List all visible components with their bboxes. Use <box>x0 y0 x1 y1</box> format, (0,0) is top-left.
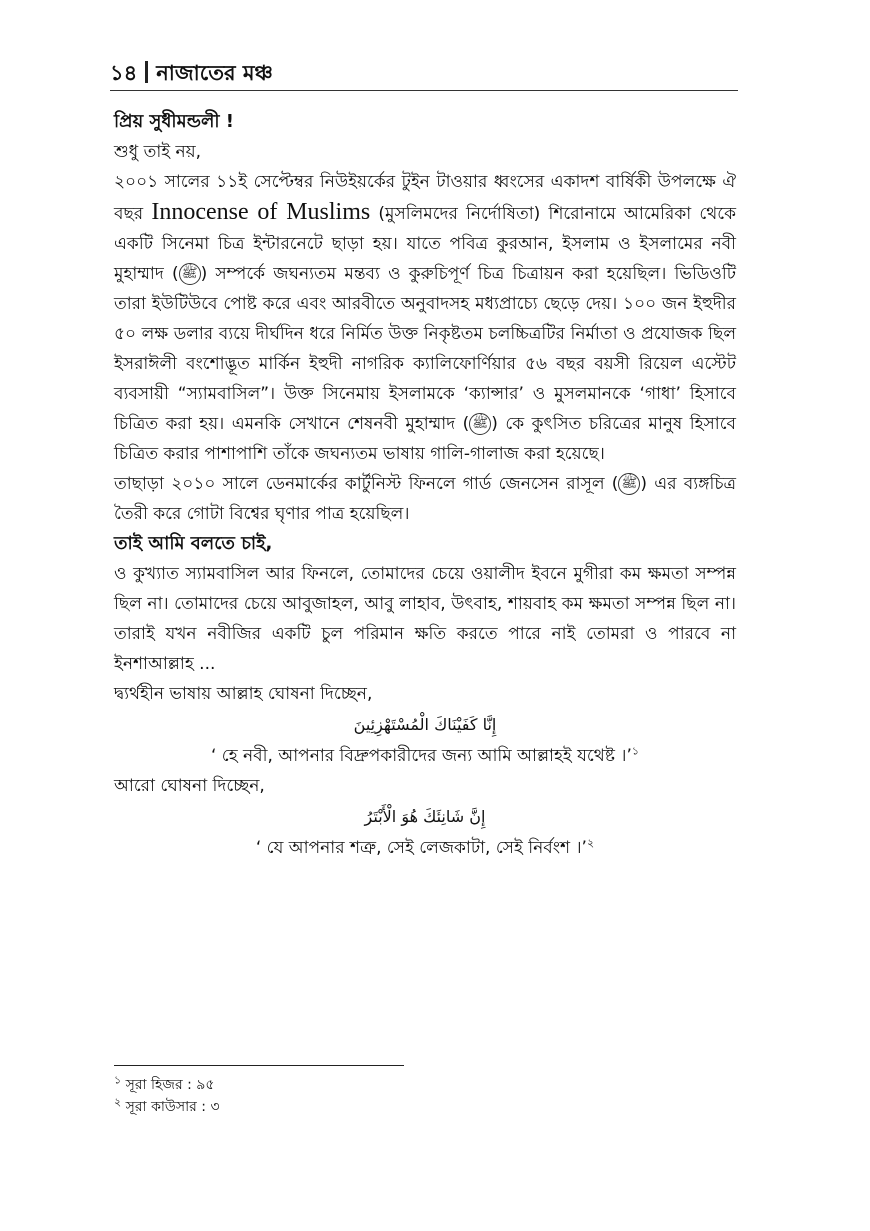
arabic-verse-1: إِنَّا كَفَيْنَاكَ الْمُسْتَهْزِئِينَ <box>353 715 497 734</box>
paragraph-declaration: দ্ব্যর্থহীন ভাষায় আল্লাহ ঘোষনা দিচ্ছেন, <box>114 684 373 704</box>
section-heading: তাই আমি বলতে চাই, <box>114 533 273 554</box>
film-text-4: কে কুৎসিত চরিত্রের মানুষ হিসাবে চিত্রিত করার পাশাপাশি তাঁকে জঘন্যতম ভাষায় গালি-গালাজ করা হয়েছে। <box>114 414 736 464</box>
paragraph-warning: ও কুখ্যাত স্যামবাসিল আর ফিনলে, তোমাদের চেয়ে ওয়ালীদ ইবনে মুগীরা কম ক্ষমতা সম্পন্ন ছিল না। তোমাদের চেয়ে আবুজাহল, আবু লাহাব, উৎবাহ, শায়বাহ কম ক্ষমতা সম্পন্ন ছিল না। তারাই যখন নবীজির একটি চুল পরিমান ক্ষতি করতে পারে নাই তোমরা ও পারবে না ইনশাআল্লাহ ... <box>114 564 736 674</box>
paragraph-film: ২০০১ সালের ১১ই সেপ্টেম্বর নিউইয়র্কের টুইন টাওয়ার ধ্বংসের একাদশ বার্ষিকী উপলক্ষে ঐ বছর Innocense of Muslims (মুসলিমদের নির্দোষিতা) শিরোনামে আমেরিকা থেকে একটি সিনেমা চিত্র ইন্টারনেটে ছাড়া হয়। যাতে পবিত্র কুরআন, ইসলাম ও ইসলামের নবী মুহাম্মাদ ( ﷺ ) সম্পর্কে জঘন্যতম মন্তব্য ও কুরুচিপূর্ণ চিত্র চিত্রায়ন করা হয়েছিল। ভিডিওটি তারা ইউটিউবে পোষ্ট করে এবং আরবীতে অনুবাদসহ মধ্যপ্রাচ্যে ছেড়ে দেয়। ১০০ জন ইহুদীর ৫০ লক্ষ ডলার ব্যয়ে দীর্ঘদিন ধরে নির্মিত উক্ত নিকৃষ্টতম চলচ্চিত্রটির নির্মাতা ও প্রযোজক ছিল ইসরাঈলী বংশোদ্ভূত মার্কিন ইহুদী নাগরিক ক্যালিফোর্ণিয়ার ৫৬ বছর বয়সী রিয়েল এস্টেট ব্যবসায়ী “স্যামবাসিল”। উক্ত সিনেমায় ইসলামকে ‘ক্যান্সার’ ও মুসলমানকে ‘গাধা’ হিসাবে চিত্রিত করা হয়। এমনকি সেখানে শেষনবী মুহাম্মাদ ( ﷺ ) কে কুৎসিত চরিত্রের মানুষ হিসাবে চিত্রিত করার পাশাপাশি তাঁকে জঘন্যতম ভাষায় গালি-গালাজ করা হয়েছে। <box>114 172 736 464</box>
quote-2-text: ‘ যে আপনার শত্রু, সেই লেজকাটা, সেই নির্বংশ ।’ <box>255 838 587 858</box>
quote-1-text: ‘ হে নবী, আপনার বিদ্রুপকারীদের জন্য আমি আল্লাহই যথেষ্ট ।’ <box>211 746 632 766</box>
pbuh-ligature: ﷺ <box>469 413 491 435</box>
cartoon-text-2: এর ব্যঙ্গচিত্র তৈরী করে গোটা বিশ্বের ঘৃণার পাত্র হয়েছিল। <box>114 474 737 524</box>
footnote-divider <box>114 1065 404 1066</box>
arabic-verse-2: إِنَّ شَانِئَكَ هُوَ الْأَبْتَرُ <box>364 807 486 826</box>
pbuh-ligature: ﷺ <box>618 473 640 495</box>
translation-quote-1 <box>114 741 736 771</box>
greeting-heading: প্রিয় সুধীমন্ডলী ! <box>114 111 234 132</box>
paragraph-declaration-2: আরো ঘোষনা দিচ্ছেন, <box>114 776 265 796</box>
paragraph-cartoon: তাছাড়া ২০১০ সালে ডেনমার্কের কার্টুনিস্ট ফিনলে গার্ড জেনসেন রাসূল ( ﷺ ) এর ব্যঙ্গচিত্র তৈরী করে গোটা বিশ্বের ঘৃণার পাত্র হয়েছিল। <box>114 474 737 524</box>
pbuh-ligature: ﷺ <box>179 263 201 285</box>
footnotes <box>114 1074 514 1118</box>
main-text <box>114 107 736 863</box>
paragraph-intro: শুধু তাই নয়, <box>114 142 202 162</box>
running-header <box>110 58 738 91</box>
page-number: ১৪ <box>110 61 138 85</box>
footnote-text: সূরা হিজর : ৯৫ <box>125 1077 215 1093</box>
footnote-text: সূরা কাউসার : ৩ <box>125 1099 220 1115</box>
film-text-3: সম্পর্কে জঘন্যতম মন্তব্য ও কুরুচিপূর্ণ চিত্র চিত্রায়ন করা হয়েছিল। ভিডিওটি তারা ইউটিউবে পোষ্ট করে এবং আরবীতে অনুবাদসহ মধ্যপ্রাচ্যে ছেড়ে দেয়। ১০০ জন ইহুদীর ৫০ লক্ষ ডলার ব্যয়ে দীর্ঘদিন ধরে নির্মিত উক্ত নিকৃষ্টতম চলচ্চিত্রটির নির্মাতা ও প্রযোজক ছিল ইসরাঈলী বংশোদ্ভূত মার্কিন ইহুদী নাগরিক ক্যালিফোর্ণিয়ার ৫৬ বছর বয়সী রিয়েল এস্টেট ব্যবসায়ী “স্যামবাসিল”। উক্ত সিনেমায় ইসলামকে ‘ক্যান্সার’ ও মুসলমানকে ‘গাধা’ হিসাবে চিত্রিত করা হয়। এমনকি সেখানে শেষনবী মুহাম্মাদ <box>114 264 736 434</box>
translation-quote-2 <box>114 833 736 863</box>
footnote-item <box>114 1074 514 1096</box>
header-separator <box>145 61 148 83</box>
footnote-mark: ১ <box>114 1073 122 1087</box>
footnote-ref-2: ২ <box>586 836 595 850</box>
footnote-mark: ২ <box>114 1095 122 1109</box>
cartoon-text-1: তাছাড়া ২০১০ সালে ডেনমার্কের কার্টুনিস্ট ফিনলে গার্ড জেনসেন রাসূল <box>114 474 605 494</box>
book-title: নাজাতের মঞ্চ <box>156 61 273 85</box>
film-title: Innocense of Muslims <box>151 199 371 225</box>
footnote-ref-1: ১ <box>631 744 639 758</box>
film-text-2: (মুসলিমদের নির্দোষিতা) শিরোনামে আমেরিকা থেকে একটি সিনেমা চিত্র ইন্টারনেটে ছাড়া হয়। যাতে পবিত্র কুরআন, ইসলাম ও ইসলামের নবী মুহাম্মাদ <box>114 204 736 284</box>
footnote-item <box>114 1096 514 1118</box>
film-text-1: ২০০১ সালের ১১ই সেপ্টেম্বর নিউইয়র্কের টুইন টাওয়ার ধ্বংসের একাদশ বার্ষিকী উপলক্ষে ঐ বছর <box>114 172 736 224</box>
